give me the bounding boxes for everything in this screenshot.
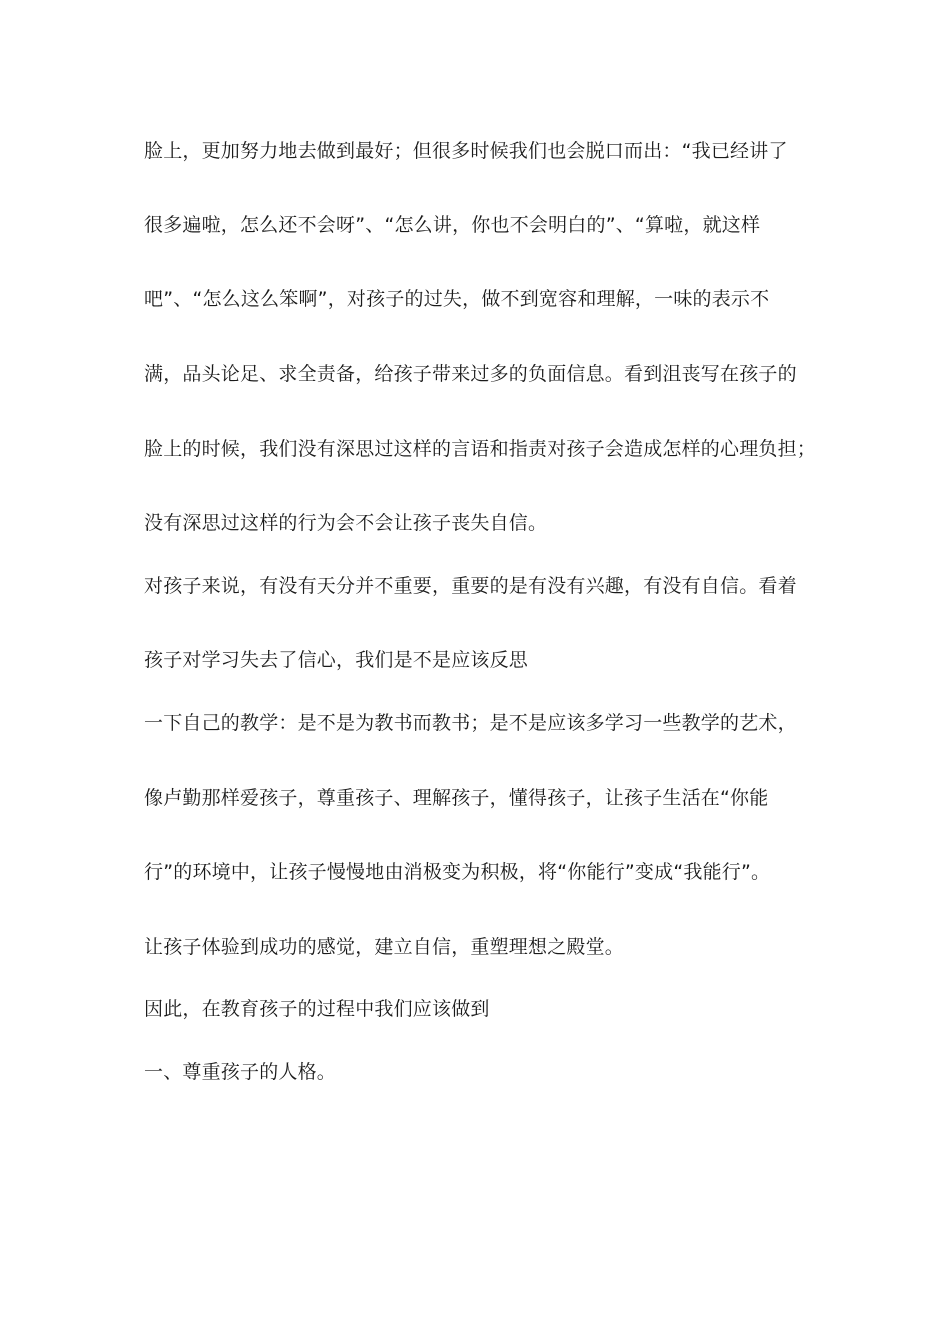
paragraph-line: 没有深思过这样的行为会不会让孩子丧失自信。	[144, 512, 548, 534]
paragraph-line: 对孩子来说，有没有天分并不重要，重要的是有没有兴趣，有没有自信。看着	[144, 575, 797, 597]
paragraph-line: 满，品头论足、求全责备，给孩子带来过多的负面信息。看到沮丧写在孩子的	[144, 363, 797, 385]
paragraph-line: 吧”、“怎么这么笨啊”，对孩子的过失，做不到宽容和理解，一味的表示不	[144, 288, 770, 310]
paragraph-line: 像卢勤那样爱孩子，尊重孩子、理解孩子，懂得孩子，让孩子生活在“你能	[144, 787, 769, 809]
paragraph-line: 行”的环境中，让孩子慢慢地由消极变为积极，将“你能行”变成“我能行”。	[144, 861, 771, 883]
paragraph-line: 脸上的时候，我们没有深思过这样的言语和指责对孩子会造成怎样的心理负担；	[144, 438, 817, 460]
paragraph-line: 孩子对学习失去了信心，我们是不是应该反思	[144, 649, 529, 671]
paragraph-line: 让孩子体验到成功的感觉，建立自信，重塑理想之殿堂。	[144, 936, 625, 958]
paragraph-line: 很多遍啦，怎么还不会呀”、“怎么讲，你也不会明白的”、“算啦，就这样	[144, 214, 761, 236]
paragraph-line: 因此，在教育孩子的过程中我们应该做到	[144, 998, 490, 1020]
paragraph-line: 一下自己的教学：是不是为教书而教书；是不是应该多学习一些教学的艺术，	[144, 712, 797, 734]
paragraph-line: 脸上，更加努力地去做到最好；但很多时候我们也会脱口而出：“我已经讲了	[144, 140, 788, 162]
section-heading: 一、尊重孩子的人格。	[144, 1061, 337, 1083]
